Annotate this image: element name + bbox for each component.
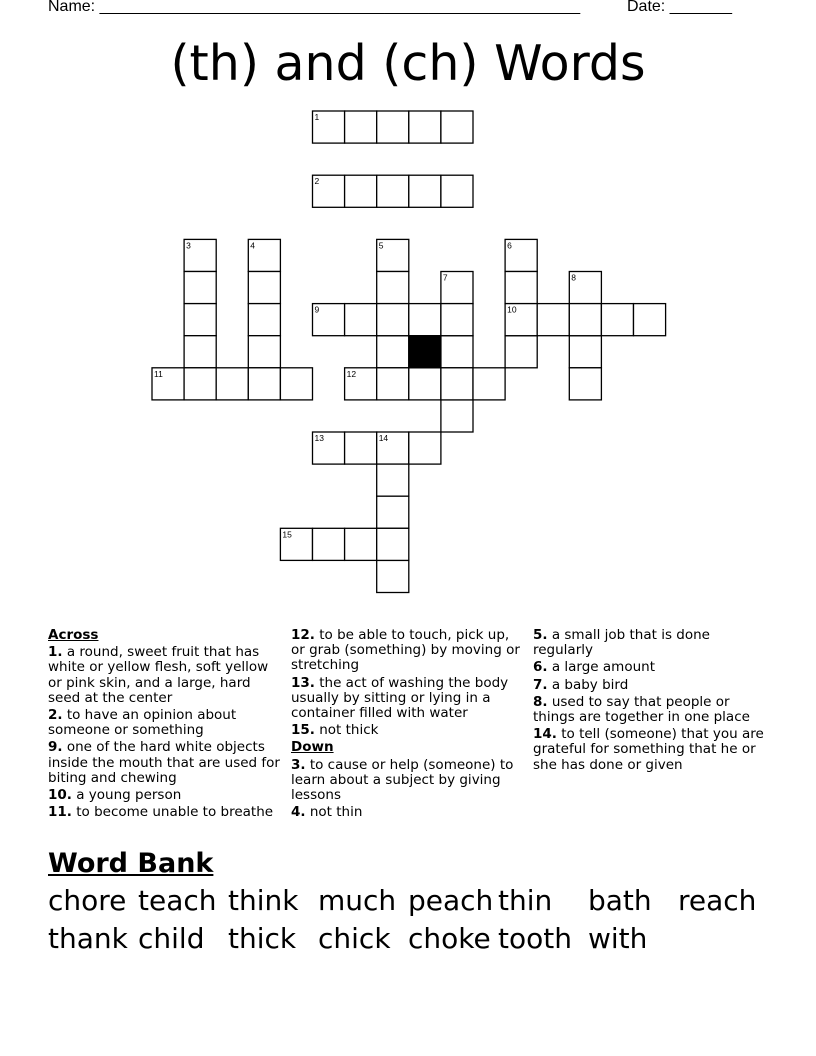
crossword-cell[interactable] [313,528,345,560]
crossword-cell[interactable] [345,528,377,560]
clue-number-label: 4 [250,240,256,251]
clue-down-8: 8. used to say that people or things are together in one place [533,693,750,726]
crossword-cell[interactable] [505,272,537,304]
crossword-cell[interactable] [313,111,345,143]
crossword-cell[interactable] [409,175,441,207]
crossword-cell[interactable] [377,560,409,592]
crossword-cell[interactable] [216,368,248,400]
crossword-cell[interactable] [345,432,377,464]
clue-across-2: 2. to have an opinion about someone or something [48,707,237,739]
crossword-cell[interactable] [569,304,601,336]
name-field-label: Name: ______________________________________________________ [48,0,581,15]
clue-down-4: 4. not thin [291,804,363,821]
clue-down-14: 14. to tell (someone) that you are grateful for something that he or she has done or given [533,726,764,773]
crossword-cell[interactable] [377,496,409,528]
crossword-cell[interactable] [377,272,409,304]
word-bank-word: child [138,922,205,955]
crossword-cell[interactable] [377,336,409,368]
word-bank-word: thick [228,922,297,955]
clues-column-1 [48,628,280,822]
crossword-cell[interactable] [248,368,280,400]
word-bank-word: thank [48,922,128,955]
clue-number-label: 12 [346,368,357,379]
down-heading: Down [291,739,334,756]
clue-across-11: 11. to become unable to breathe [48,804,274,821]
word-bank-word: think [228,884,299,917]
date-field-label: Date: _______ [627,0,732,15]
crossword-cell[interactable] [377,175,409,207]
crossword-cell[interactable] [409,368,441,400]
clue-across-15: 15. not thick [291,722,379,739]
clue-number-label: 6 [507,240,512,251]
crossword-cell[interactable] [152,368,184,400]
crossword-cell[interactable] [505,239,537,271]
clue-across-9: 9. one of the hard white objects inside the mouth that are used for biting and chewing [48,739,280,786]
crossword-cell[interactable] [184,239,216,271]
clue-down-3: 3. to cause or help (someone) to learn about a subject by giving lessons [291,756,514,804]
crossword-cell[interactable] [280,528,312,560]
crossword-cell[interactable] [441,368,473,400]
crossword-cell[interactable] [377,368,409,400]
word-bank-word: reach [678,884,757,917]
crossword-cell[interactable] [409,111,441,143]
clue-number-label: 5 [378,240,384,251]
crossword-cell[interactable] [409,432,441,464]
crossword-cell[interactable] [505,304,537,336]
crossword-cell[interactable] [569,336,601,368]
crossword-cell[interactable] [184,336,216,368]
word-bank-word: tooth [498,922,572,955]
crossword-cell[interactable] [441,272,473,304]
crossword-cell[interactable] [345,175,377,207]
across-heading: Across [48,627,99,643]
word-bank-word: choke [408,922,491,955]
clue-number-label: 9 [314,304,320,315]
clue-across-13: 13. the act of washing the body usually by sitting or lying in a container filled with water [291,674,509,722]
clue-number-label: 15 [282,529,292,540]
crossword-cell[interactable] [569,368,601,400]
crossword-cell[interactable] [441,304,473,336]
clue-number-label: 2 [314,176,320,187]
crossword-cell[interactable] [313,432,345,464]
crossword-cell[interactable] [505,336,537,368]
clue-number-label: 14 [378,433,389,443]
crossword-cell[interactable] [634,304,666,336]
clue-number-label: 10 [507,304,517,315]
word-bank-word: bath [588,884,652,917]
crossword-cell[interactable] [569,272,601,304]
crossword-cell[interactable] [184,272,216,304]
crossword-cell[interactable] [377,528,409,560]
crossword-cell[interactable] [248,272,280,304]
crossword-cell[interactable] [377,432,409,464]
clue-down-7: 7. a baby bird [533,676,629,693]
crossword-cell[interactable] [441,400,473,432]
word-bank-title: Word Bank [48,848,214,879]
crossword-cell[interactable] [409,304,441,336]
clue-number-label: 3 [186,240,191,251]
crossword-cell[interactable] [441,336,473,368]
crossword-cell[interactable] [313,304,345,336]
word-bank-word: with [588,922,648,955]
crossword-cell[interactable] [184,368,216,400]
crossword-cell[interactable] [248,304,280,336]
crossword-cell[interactable] [441,175,473,207]
word-bank-word: chore [48,884,127,917]
crossword-cell[interactable] [377,111,409,143]
clues-column-3 [533,628,769,775]
crossword-cell[interactable] [345,111,377,143]
crossword-cell[interactable] [537,304,569,336]
clue-across-12: 12. to be able to touch, pick up, or grab (something) by moving or stretching [291,627,520,674]
word-bank-word: much [318,884,397,917]
word-bank-word: chick [318,922,391,955]
crossword-cell[interactable] [345,368,377,400]
crossword-cell[interactable] [377,239,409,271]
clue-across-10: 10. a young person [48,787,182,804]
crossword-cell[interactable] [248,239,280,271]
clue-number-label: 8 [571,272,577,283]
crossword-cell[interactable] [377,464,409,496]
clue-number-label: 7 [442,272,448,283]
crossword-cell[interactable] [601,304,633,336]
word-bank-word: thin [498,884,553,917]
clue-number-label: 1 [314,112,320,122]
crossword-cell[interactable] [313,175,345,207]
clues-column-2 [291,628,523,822]
clue-down-5: 5. a small job that is done regularly [533,627,710,659]
page-title: (th) and (ch) Words [170,35,646,92]
crossword-cell[interactable] [473,368,505,400]
crossword-cell[interactable] [184,304,216,336]
clue-down-6: 6. a large amount [533,659,655,676]
crossword-cell[interactable] [248,336,280,368]
crossword-cell[interactable] [280,368,312,400]
crossword-cell[interactable] [345,304,377,336]
crossword-black-cell [409,336,441,368]
clue-number-label: 13 [314,433,324,443]
clue-number-label: 11 [154,368,163,379]
word-bank-word: teach [138,884,217,917]
clue-across-1: 1. a round, sweet fruit that has white or yellow flesh, soft yellow or pink skin, and a large, hard seed at the center [48,644,269,706]
word-bank-word: peach [408,884,494,917]
crossword-cell[interactable] [441,111,473,143]
crossword-cell[interactable] [377,304,409,336]
